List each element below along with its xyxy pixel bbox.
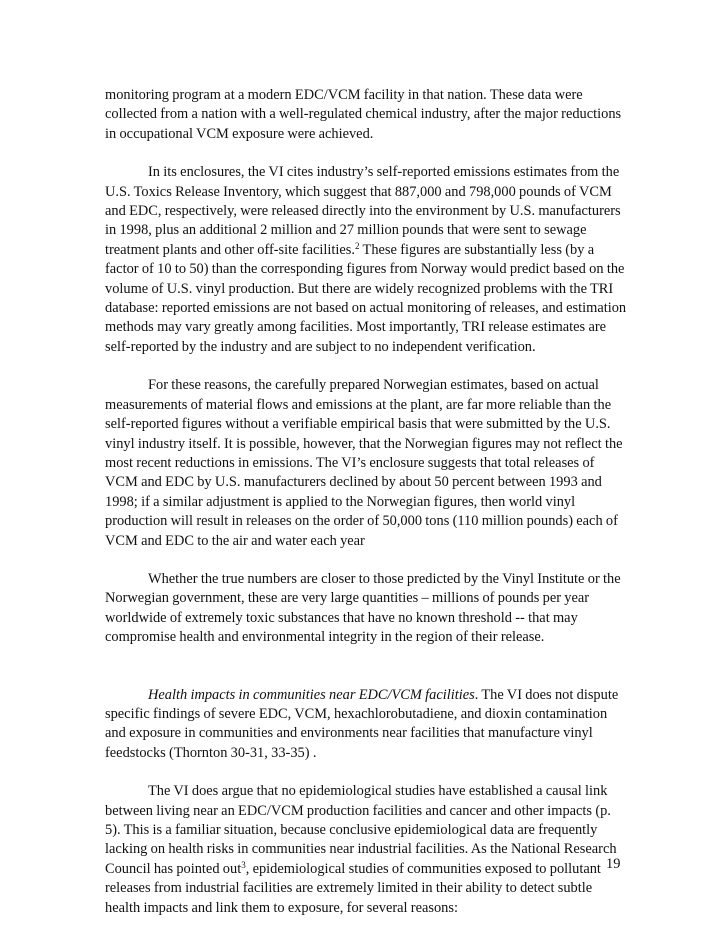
page-number: 19: [606, 856, 621, 872]
footnote-marker: 2: [355, 240, 360, 251]
paragraph-toxic-quantities: [105, 570, 627, 648]
footnote-marker: 3: [241, 859, 246, 870]
paragraph-text: In its enclosures, the VI cites industry’s self-reported emissions estimates from the U.S. Toxics Release Inventory, which suggest that 887,000 and 798,000 pounds of VCM and EDC, respectively, were released directly into the environment by U.S. manufacturers in 1998, plus an additional 2 million and 27 million pounds that were sent to sewage treatment plants and other off-site facilities.: [105, 164, 621, 258]
paragraph-text: Whether the true numbers are closer to those predicted by the Vinyl Institute or the Norwegian government, these are very large quantities – millions of pounds per year worldwide of extremely toxic substances that have no known threshold -- that may compromise health and environmental integrity in the region of their release.: [105, 570, 621, 646]
paragraph-text: , epidemiological studies of communities exposed to pollutant releases from industrial facilities are extremely limited in their ability to detect subtle health impacts and link them to exposure, for several reasons:: [105, 860, 601, 916]
paragraph-epidemiology: [105, 782, 627, 918]
paragraph-text: These figures are substantially less (by a factor of 10 to 50) than the corresponding figures from Norway would predict based on the volume of U.S. vinyl production. But there are widely recognized problems with the TRI database: reported emissions are not based on actual monitoring of releases, and estimation methods may vary greatly among facilities. Most importantly, TRI release estimates are self-reported by the industry and are subject to no independent verification.: [105, 241, 627, 355]
paragraph-tri-emissions: [105, 163, 627, 357]
paragraph-continuation: [105, 86, 627, 144]
paragraph-health-impacts: [105, 686, 627, 764]
section-heading: Health impacts in communities near EDC/VCM facilities: [148, 686, 475, 703]
paragraph-norwegian-estimates: [105, 376, 627, 551]
paragraph-text: monitoring program at a modern EDC/VCM facility in that nation. These data were collected from a nation with a well-regulated chemical industry, after the major reductions in occupational VCM exposure were achieved.: [105, 87, 622, 142]
paragraph-text: The VI does argue that no epidemiological studies have established a causal link between living near an EDC/VCM production facilities and cancer and other impacts (p. 5). This is a familiar situation, because conclusive epidemiological data are frequently lacking on health risks in communities near industrial facilities. As the National Research Council has pointed out: [105, 783, 617, 877]
body-text: [105, 86, 627, 937]
paragraph-text: . The VI does not dispute specific findings of severe EDC, VCM, hexachlorobutadiene, and dioxin contamination and exposure in communities and environments near facilities that manufacture vinyl feedstocks (Thornton 30-31, 33-35) .: [105, 686, 619, 761]
paragraph-text: For these reasons, the carefully prepared Norwegian estimates, based on actual measurements of material flows and emissions at the plant, are far more reliable than the self-reported figures without a verifiable empirical basis that were submitted by the U.S. vinyl industry itself. It is possible, however, that the Norwegian figures may not reflect the most recent reductions in emissions. The VI’s enclosure suggests that total releases of VCM and EDC by U.S. manufacturers declined by about 50 percent between 1993 and 1998; if a similar adjustment is applied to the Norwegian figures, then world vinyl production will result in releases on the order of 50,000 tons (110 million pounds) each of VCM and EDC to the air and water each year: [105, 377, 623, 549]
